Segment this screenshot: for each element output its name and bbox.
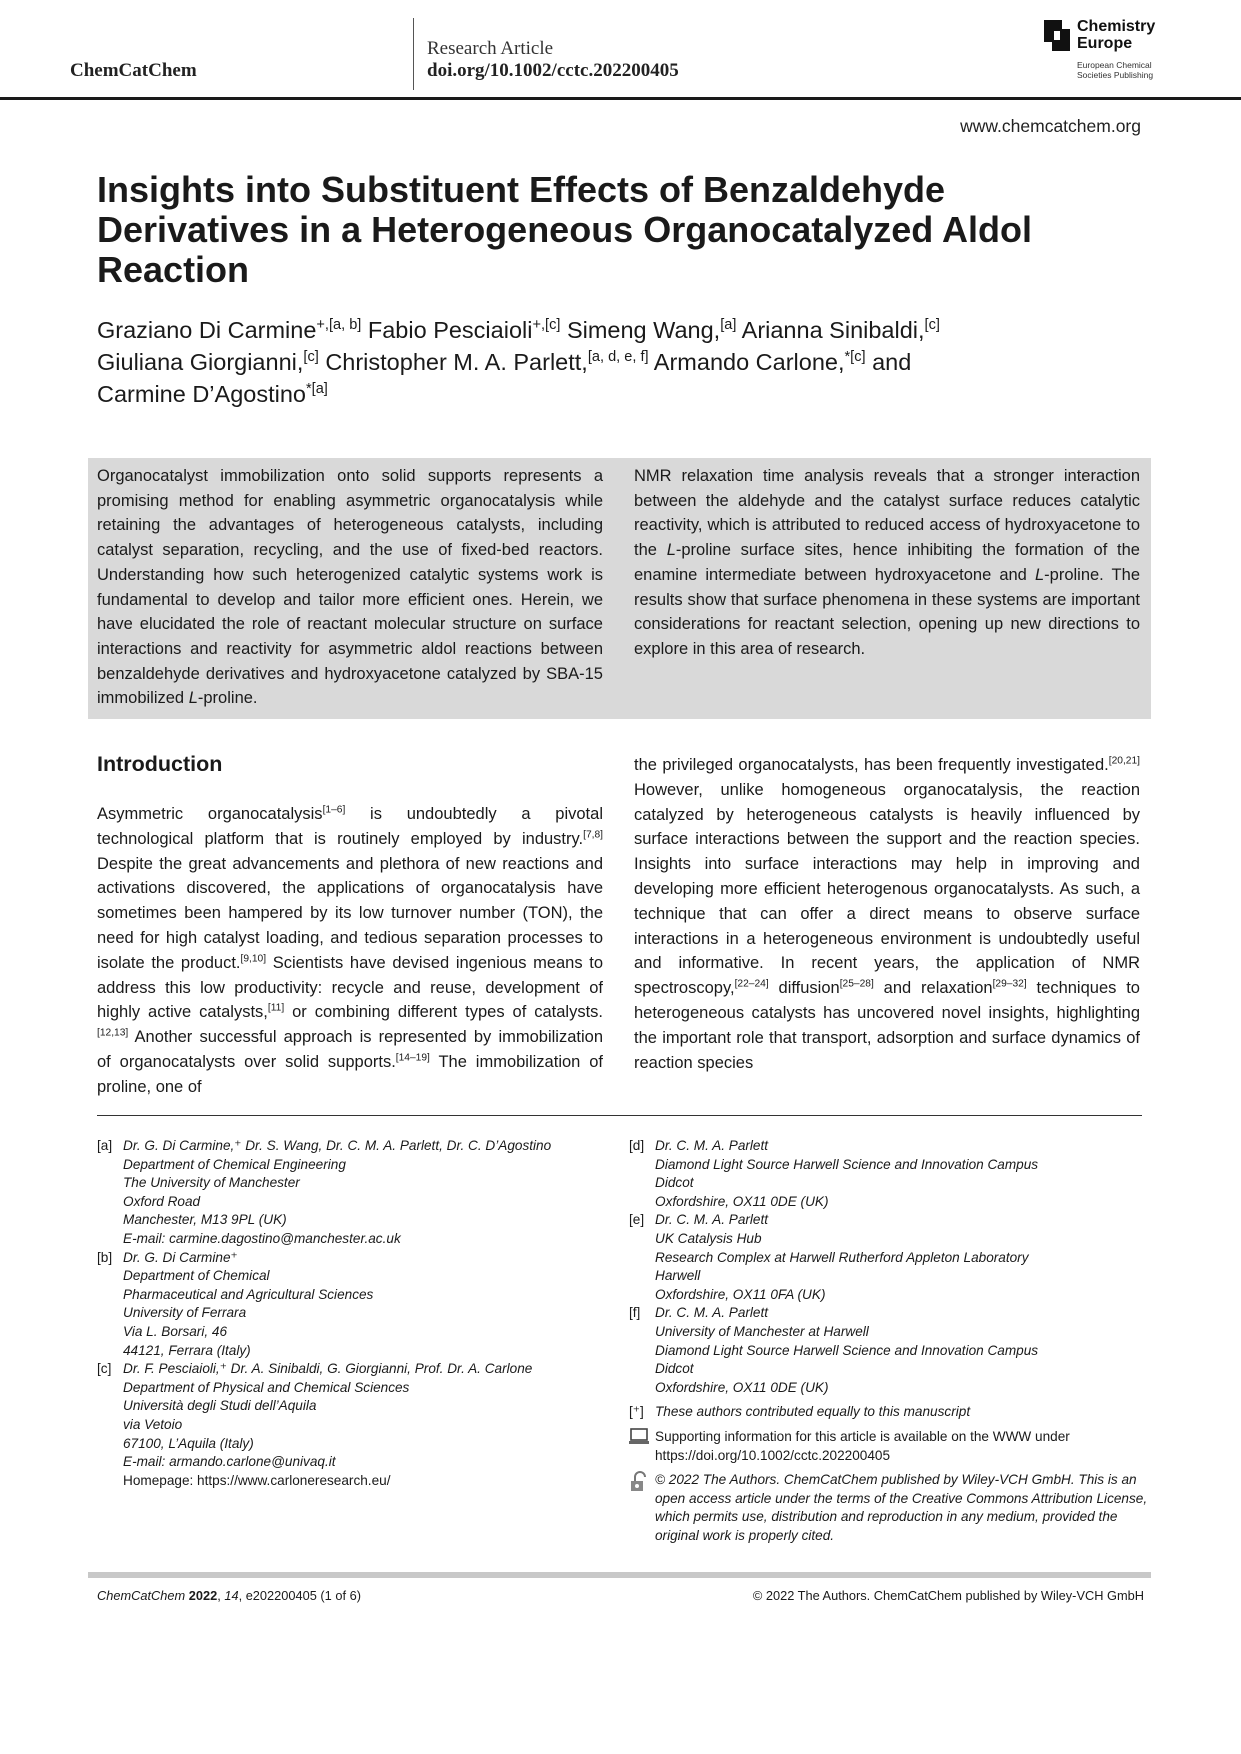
abstract-italic: L [1034, 565, 1045, 584]
abstract-text: NMR relaxation time analysis reveals that a stronger interaction between the aldehyde and the catalyst surface reduces catalytic reactivity, which is attributed to reduced access of hydroxyacetone to the [634, 467, 1140, 560]
affiliation-line: Research Complex at Harwell Rutherford Appleton Laboratory [655, 1249, 1029, 1265]
license-note [629, 1471, 1149, 1545]
paragraph-text: Asymmetric organocatalysis [97, 805, 323, 823]
license-text: © 2022 The Authors. ChemCatChem published by Wiley-VCH GmbH. This is an open access article under the terms of the Creative Commons Attribution License, which permits use, distribution and reproduction in any medium, provided the original work is properly cited. [655, 1472, 1148, 1543]
paragraph-text: Another successful approach is represented by immobilization of organocatalysts over solid supports. [97, 1028, 603, 1071]
affiliation-line: 67100, L’Aquila (Italy) [123, 1435, 254, 1451]
affiliation-line: Dr. F. Pesciaioli,⁺ Dr. A. Sinibaldi, G. Giorgianni, Prof. Dr. A. Carlone [123, 1361, 533, 1377]
paragraph-text: techniques to heterogeneous catalysts has uncovered novel insights, highlighting the important role that transport, adsorption and surface dynamics of reaction species [634, 979, 1140, 1072]
affiliation-line: Oxfordshire, OX11 0DE (UK) [655, 1193, 829, 1209]
logo-name-line2: Europe [1077, 35, 1133, 52]
logo-subtitle-line1: European Chemical [1077, 60, 1152, 70]
footer-volume: 14 [224, 1588, 239, 1603]
affiliation-body [655, 1137, 1038, 1211]
author-marks: [a] [720, 317, 737, 334]
affiliation-line: Oxfordshire, OX11 0DE (UK) [655, 1379, 829, 1395]
paragraph-text: However, unlike homogeneous organocatalysis, the reaction catalyzed by heterogeneous catalysts is heavily influenced by surface interactions between the support and the reaction species. Insights into surface interactions may help in improving and developing more efficient heterogenous organocatalysts. As such, a technique that can offer a direct means to observe surface interactions in a heterogeneous environment is undoubtedly useful and informative. In recent years, the application of NMR spectroscopy, [634, 780, 1140, 998]
affiliation-body [123, 1249, 373, 1361]
equal-contribution-text: These authors contributed equally to this manuscript [655, 1404, 971, 1420]
abstract-italic: L [188, 689, 198, 708]
affiliation-body [123, 1137, 551, 1249]
affiliation-line: University of Manchester at Harwell [655, 1323, 869, 1339]
logo-subtitle-line2: Societies Publishing [1077, 70, 1154, 80]
author-name: Simeng Wang, [566, 317, 721, 343]
author-name: Arianna Sinibaldi, [741, 317, 925, 343]
paragraph-text: Scientists have devised ingenious means to address this low productivity: recycle and reuse, development of highly active catalysts, [97, 953, 603, 1022]
affiliation-line: Didcot [655, 1361, 694, 1377]
affiliation-body [655, 1211, 1029, 1304]
affiliation-line: 44121, Ferrara (Italy) [123, 1342, 251, 1358]
logo-name-line1: Chemistry [1077, 18, 1156, 35]
author-line [97, 378, 1097, 410]
chemistry-europe-logo-icon [1044, 20, 1074, 52]
citation-ref[interactable]: [11] [267, 1002, 285, 1014]
affiliation-line: Diamond Light Source Harwell Science and Innovation Campus [655, 1156, 1039, 1172]
paragraph-text: diffusion [768, 979, 840, 998]
affiliation-tag: [a] [97, 1138, 113, 1153]
equal-contribution-note [629, 1403, 1149, 1422]
citation-ref[interactable]: [1–6] [322, 804, 346, 816]
paragraph-text: is undoubtedly a pivotal technological platform that is routinely employed by industry. [97, 805, 603, 848]
paragraph-text: or combining different types of catalysts. [284, 1003, 603, 1022]
affiliations-right [629, 1137, 1149, 1545]
introduction-right-column [634, 753, 1140, 1075]
journal-website-link[interactable]: www.chemcatchem.org [960, 116, 1141, 136]
author-name: Carmine D’Agostino [97, 381, 306, 407]
section-heading-introduction: Introduction [97, 752, 223, 776]
paragraph-text: Despite the great advancements and plethora of new reactions and activations discovered, the applications of organocatalysis have sometimes been hampered by its low turnover number (TON), the need for high catalyst loading, and tedious separation processes to isolate the product. [97, 854, 603, 972]
author-name: Armando Carlone, [653, 349, 845, 375]
affiliation-line: Università degli Studi dell’Aquila [123, 1398, 317, 1414]
affiliation-line: via Vetoio [123, 1416, 183, 1432]
abstract-text: Organocatalyst immobilization onto solid supports represents a promising method for enabling asymmetric organocatalysis while retaining the advantages of heterogeneous catalysts, including catalyst separation, recycling, and the use of fixed-bed reactors. Understanding how such heterogenized catalytic systems work is fundamental to develop and tailor more efficient ones. Herein, we have elucidated the role of reactant molecular structure on surface interactions and reactivity for asymmetric aldol reactions between benzaldehyde derivatives and hydroxyacetone catalyzed by SBA-15 immobilized [97, 467, 603, 708]
chemistry-europe-logo [1044, 18, 1174, 82]
author-marks: *[c] [844, 349, 866, 366]
author-marks: [a, d, e, f] [587, 349, 649, 366]
affiliation-e [629, 1211, 1149, 1304]
affiliation-line: Department of Chemical Engineering [123, 1156, 346, 1172]
affiliation-line: Pharmaceutical and Agricultural Sciences [123, 1286, 374, 1302]
citation-ref[interactable]: [22–24] [734, 978, 769, 990]
affiliation-line: Dr. C. M. A. Parlett [655, 1212, 769, 1228]
affiliation-c [97, 1360, 607, 1490]
footer-copyright: © 2022 The Authors. ChemCatChem published by Wiley-VCH GmbH [752, 1588, 1144, 1603]
supporting-info-text [655, 1428, 1070, 1465]
abstract-text: -proline. [197, 689, 258, 708]
affiliation-line: Didcot [655, 1175, 694, 1191]
footnote-rule [97, 1115, 1142, 1116]
affiliation-line: Dr. C. M. A. Parlett [655, 1305, 769, 1321]
footer-year: 2022 [188, 1588, 218, 1603]
author-marks: *[a] [305, 381, 328, 398]
affiliation-line: Department of Physical and Chemical Sciences [123, 1379, 410, 1395]
affiliation-tag: [c] [97, 1361, 112, 1377]
citation-ref[interactable]: [29–32] [992, 978, 1027, 990]
article-title: Insights into Substituent Effects of Benzaldehyde Derivatives in a Heterogeneous Organocatalyzed Aldol Reaction [97, 169, 1032, 290]
author-conjunction: and [872, 349, 912, 375]
affiliation-line: Department of Chemical [123, 1268, 270, 1284]
citation-ref[interactable]: [7,8] [583, 829, 603, 841]
affiliation-b [97, 1249, 607, 1361]
affiliation-a [97, 1137, 607, 1249]
affiliation-d [629, 1137, 1149, 1211]
paragraph-text: and relaxation [873, 979, 993, 998]
introduction-left-column [97, 802, 603, 1100]
affiliation-line: Manchester, M13 9PL (UK) [123, 1212, 287, 1228]
header-rule [0, 97, 1241, 100]
affiliation-line: Oxfordshire, OX11 0FA (UK) [655, 1286, 826, 1302]
open-access-icon [629, 1471, 655, 1545]
author-name: Graziano Di Carmine [97, 317, 317, 343]
supporting-info-line: Supporting information for this article is available on the WWW under [655, 1428, 1070, 1444]
affiliations-left [97, 1137, 607, 1490]
author-marks: +,[c] [532, 317, 561, 334]
citation-ref[interactable]: [9,10] [240, 953, 267, 965]
author-name: Fabio Pesciaioli [367, 317, 533, 343]
footer-article: , e202200405 (1 of 6) [238, 1588, 361, 1603]
header-divider [413, 18, 414, 90]
paragraph-text: the privileged organocatalysts, has been frequently investigated. [634, 756, 1109, 774]
abstract-left-column [97, 464, 603, 711]
author-list [97, 314, 1097, 410]
footer-band [88, 1572, 1151, 1578]
affiliation-tag: [d] [629, 1138, 645, 1153]
affiliation-line: Diamond Light Source Harwell Science and Innovation Campus [655, 1342, 1039, 1358]
paragraph-text: The immobilization of proline, one of [97, 1052, 603, 1096]
affiliation-body [655, 1304, 1038, 1397]
citation-ref[interactable]: [12,13] [97, 1027, 129, 1039]
abstract-italic: L [666, 541, 676, 560]
author-marks: +,[a, b] [316, 317, 362, 334]
affiliation-body [123, 1360, 532, 1490]
affiliation-line: Dr. C. M. A. Parlett [655, 1138, 769, 1153]
affiliation-line: The University of Manchester [123, 1175, 300, 1191]
affiliation-tag: [b] [97, 1249, 113, 1265]
footer-citation: ChemCatChem 2022, 14, e202200405 (1 of 6) [97, 1588, 361, 1603]
affiliation-tag: [e] [629, 1212, 645, 1228]
email-link[interactable]: E-mail: armando.carlone@univaq.it [123, 1454, 336, 1470]
journal-name: ChemCatChem [70, 60, 197, 81]
article-type: Research Article [427, 38, 554, 59]
author-name: Christopher M. A. Parlett, [325, 349, 588, 375]
supporting-info-link[interactable]: https://doi.org/10.1002/cctc.202200405 [655, 1447, 891, 1463]
author-name: Giuliana Giorgianni, [97, 349, 304, 375]
author-marks: [c] [303, 349, 319, 366]
affiliation-f [629, 1304, 1149, 1397]
affiliation-line: UK Catalysis Hub [655, 1230, 762, 1246]
equal-contribution-tag: [⁺] [629, 1404, 644, 1420]
computer-icon [629, 1428, 655, 1465]
abstract-right-column [634, 464, 1140, 662]
footer-journal: ChemCatChem [97, 1588, 186, 1603]
abstract-text: -proline. The results show that surface phenomena in these systems are important considerations for reactant selection, opening up new directions to explore in this area of research. [634, 565, 1140, 658]
citation-ref[interactable]: [20,21] [1108, 755, 1140, 767]
affiliation-line: University of Ferrara [123, 1305, 247, 1321]
supporting-info-note [629, 1428, 1149, 1465]
citation-ref[interactable]: [25–28] [839, 978, 874, 990]
affiliation-line: Oxford Road [123, 1193, 201, 1209]
affiliation-line: Dr. G. Di Carmine,⁺ Dr. S. Wang, Dr. C. M. A. Parlett, Dr. C. D’Agostino [123, 1138, 552, 1153]
homepage-link[interactable]: Homepage: https://www.carloneresearch.eu/ [123, 1472, 391, 1488]
affiliation-line: Dr. G. Di Carmine⁺ [123, 1249, 238, 1265]
affiliation-tag: [f] [629, 1305, 641, 1321]
author-line [97, 346, 1097, 378]
abstract-text: -proline surface sites, hence inhibiting the formation of the enamine intermediate between hydroxyacetone and [634, 541, 1140, 584]
doi-link[interactable]: doi.org/10.1002/cctc.202200405 [427, 60, 679, 81]
author-marks: [c] [924, 317, 940, 334]
email-link[interactable]: E-mail: carmine.dagostino@manchester.ac.uk [123, 1230, 401, 1246]
author-line [97, 314, 1097, 346]
affiliation-line: Via L. Borsari, 46 [123, 1323, 228, 1339]
citation-ref[interactable]: [14–19] [395, 1052, 430, 1064]
affiliation-line: Harwell [655, 1268, 701, 1284]
